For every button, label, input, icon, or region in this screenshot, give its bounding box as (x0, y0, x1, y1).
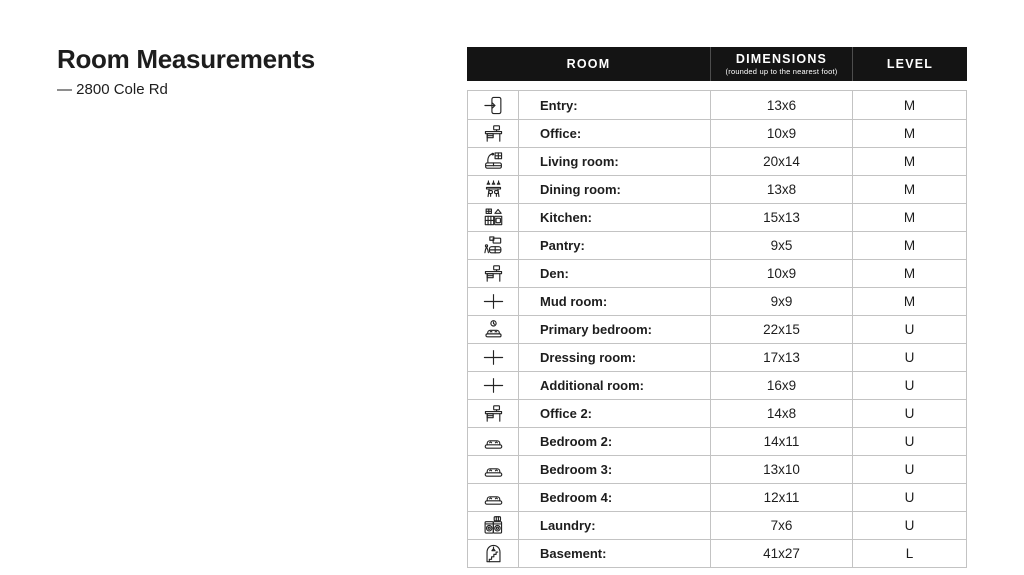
room-dimensions: 16x9 (711, 372, 853, 399)
room-dimensions: 10x9 (711, 120, 853, 147)
room-dimensions: 10x9 (711, 260, 853, 287)
room-level: M (903, 126, 916, 141)
room-level: U (904, 434, 915, 449)
header-dimensions-label: DIMENSIONS (735, 52, 828, 66)
room-level: U (904, 518, 915, 533)
table-row (468, 427, 966, 455)
room-name: Kitchen: (519, 204, 711, 231)
header-level: LEVEL (886, 57, 934, 71)
room-level: M (903, 266, 916, 281)
room-dimensions: 17x13 (711, 344, 853, 371)
basement-stairs-icon (468, 540, 519, 567)
table-row (468, 511, 966, 539)
room-dimensions: 15x13 (711, 204, 853, 231)
table-body (467, 90, 967, 568)
entry-icon (468, 91, 519, 119)
room-dimensions: 14x8 (711, 400, 853, 427)
room-level: U (904, 490, 915, 505)
table-row (468, 259, 966, 287)
room-dimensions: 13x8 (711, 176, 853, 203)
table-row (468, 175, 966, 203)
room-dimensions: 13x6 (711, 91, 853, 119)
header-dimensions-note: (rounded up to the nearest foot) (725, 67, 838, 76)
header-room: ROOM (566, 57, 611, 71)
table-row (468, 231, 966, 259)
room-name: Dining room: (519, 176, 711, 203)
desk-icon (468, 120, 519, 147)
table-row (468, 455, 966, 483)
table-row (468, 371, 966, 399)
room-level: U (904, 462, 915, 477)
table-row (468, 91, 966, 119)
table-row (468, 119, 966, 147)
desk-icon (468, 400, 519, 427)
table-row (468, 203, 966, 231)
laundry-icon (468, 512, 519, 539)
room-dimensions: 41x27 (711, 540, 853, 567)
room-name: Basement: (519, 540, 711, 567)
table-row (468, 539, 966, 567)
room-name: Bedroom 3: (519, 456, 711, 483)
room-level: L (905, 546, 914, 561)
cross-icon (468, 372, 519, 399)
page-subtitle: — 2800 Cole Rd (57, 81, 168, 98)
room-dimensions: 22x15 (711, 316, 853, 343)
room-name: Bedroom 4: (519, 484, 711, 511)
room-level: U (904, 378, 915, 393)
room-level: U (904, 406, 915, 421)
header-dimensions (710, 47, 853, 81)
room-dimensions: 12x11 (711, 484, 853, 511)
room-name: Entry: (519, 91, 711, 119)
table-row (468, 399, 966, 427)
room-name: Dressing room: (519, 344, 711, 371)
room-measurements-table (467, 47, 967, 568)
room-dimensions: 14x11 (711, 428, 853, 455)
bed-icon (468, 428, 519, 455)
table-row (468, 315, 966, 343)
room-level: U (904, 350, 915, 365)
table-row (468, 343, 966, 371)
room-level: M (903, 97, 916, 113)
room-dimensions: 9x5 (711, 232, 853, 259)
room-name: Office 2: (519, 400, 711, 427)
bed-icon (468, 484, 519, 511)
table-row (468, 147, 966, 175)
cross-icon (468, 288, 519, 315)
room-name: Pantry: (519, 232, 711, 259)
kitchen-icon (468, 204, 519, 231)
table-row (468, 483, 966, 511)
room-level: U (904, 322, 915, 337)
title-block (57, 44, 315, 98)
room-name: Living room: (519, 148, 711, 175)
room-name: Bedroom 2: (519, 428, 711, 455)
desk-icon (468, 260, 519, 287)
room-name: Primary bedroom: (519, 316, 711, 343)
sofa-icon (468, 148, 519, 175)
room-level: M (903, 210, 916, 225)
room-level: M (903, 238, 916, 253)
room-level: M (903, 294, 916, 309)
room-dimensions: 13x10 (711, 456, 853, 483)
cross-icon (468, 344, 519, 371)
bed-clock-icon (468, 316, 519, 343)
room-name: Mud room: (519, 288, 711, 315)
table-row (468, 287, 966, 315)
room-dimensions: 20x14 (711, 148, 853, 175)
pantry-icon (468, 232, 519, 259)
page-title: Room Measurements (57, 44, 315, 74)
room-name: Den: (519, 260, 711, 287)
table-header (467, 47, 967, 81)
dining-table-icon (468, 176, 519, 203)
room-level: M (903, 182, 916, 197)
room-level: M (903, 154, 916, 169)
room-dimensions: 7x6 (711, 512, 853, 539)
bed-icon (468, 456, 519, 483)
room-dimensions: 9x9 (711, 288, 853, 315)
room-name: Additional room: (519, 372, 711, 399)
room-name: Office: (519, 120, 711, 147)
room-name: Laundry: (519, 512, 711, 539)
